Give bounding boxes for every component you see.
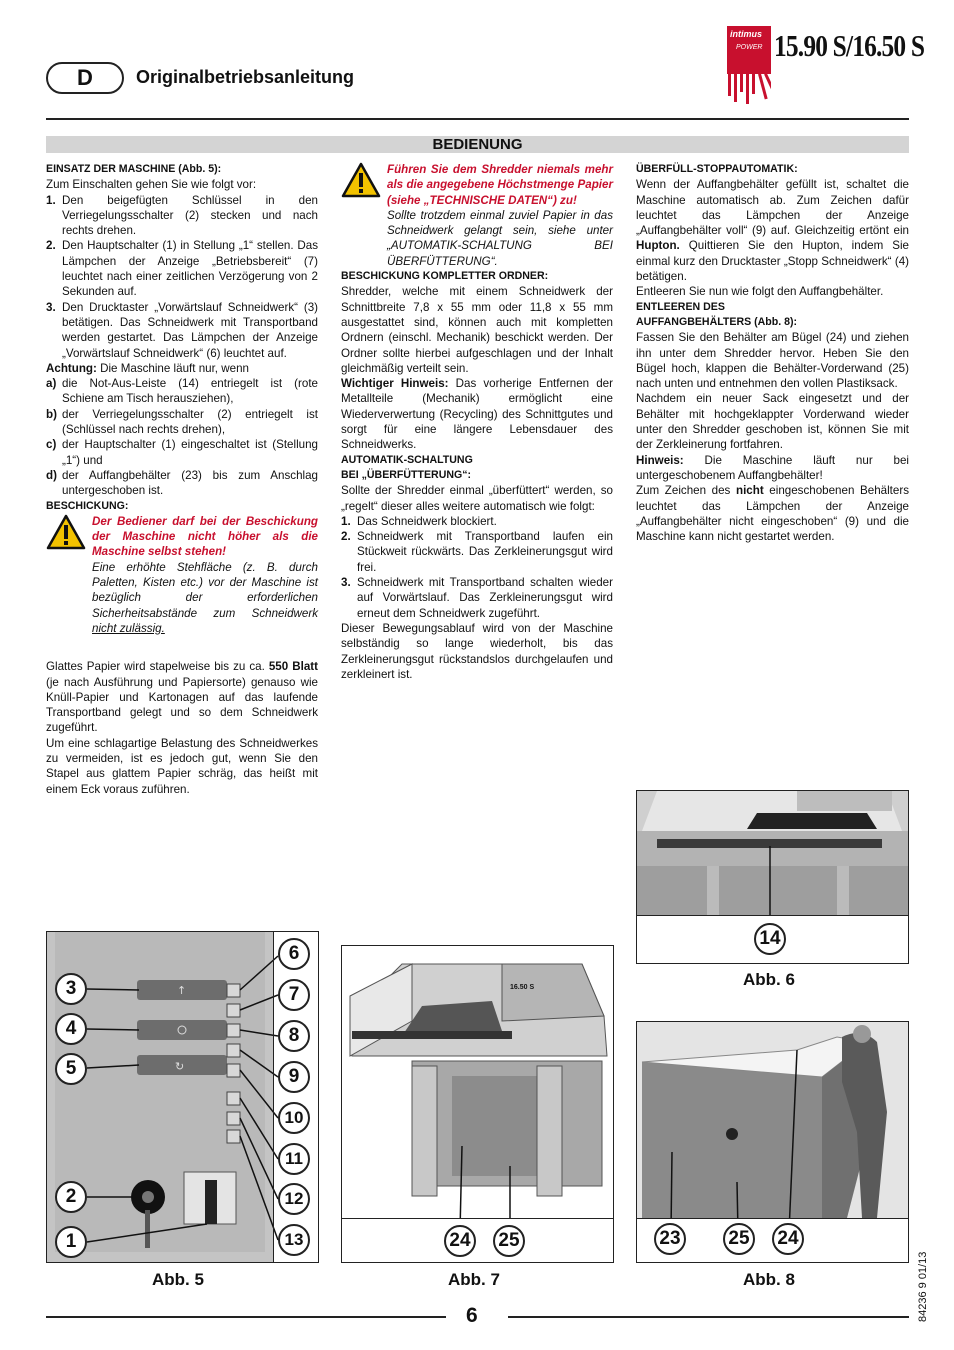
callout-14: 14: [754, 923, 786, 955]
achtung-text: Achtung: Die Maschine läuft nur, wenn: [46, 361, 249, 375]
paragraph: Shredder, welche mit einem Schneidwerk der Schnittbreite 7,8 x 55 mm oder 11,8 x 55 mm ausgestattet sind, können auch mit kompletten Ordnern (einschl. Mechanik) beschickt werden. Der Ordner sollte hierbei aufgeschlagen und der Inhalt gleichmäßig verteilt sein.: [341, 285, 613, 375]
paragraph: Sollte der Shredder einmal „überfüttert“ werden, so „regelt“ dieser alles weitere automatisch wie folgt:: [341, 484, 613, 513]
list-item: d) der Auffangbehälter (23) bis zum Anschlag untergeschoben ist.: [46, 468, 318, 498]
intro-text: Zum Einschalten gehen Sie wie folgt vor:: [46, 178, 257, 192]
shred-strips-icon: [727, 74, 771, 106]
figure-abb6: [636, 790, 909, 964]
heading-beschickung: BESCHICKUNG:: [46, 499, 129, 512]
column-3: [636, 162, 909, 544]
intimus-logo: [727, 26, 771, 106]
list-item: c) der Hauptschalter (1) eingeschaltet ist (Stellung „1“) und: [46, 438, 318, 467]
svg-text:↑: ↑: [177, 984, 187, 997]
paragraph: Nachdem ein neuer Sack eingesetzt und der Behälter mit hochgeklappter Vorderwand wieder unter den Shredder geschoben ist, können Sie mit der Zerkleinerung fortfahren.: [636, 392, 909, 452]
warning-italic-text: Eine erhöhte Stehfläche (z. B. durch Paletten, Kisten etc.) vor der Maschine ist bezüglich der erforderlichen Sicherheitsabstände zum Schneidwerk nicht zulässig.: [92, 560, 318, 635]
list-item: a) die Not-Aus-Leiste (14) entriegelt ist (rote Schiene am Tisch herausziehen),: [46, 377, 318, 406]
section-title: BEDIENUNG: [432, 136, 523, 153]
callout-12: 12: [278, 1183, 310, 1215]
bin-emptying-photo: [637, 1022, 908, 1218]
model-name: 15.90 S/16.50 S: [774, 28, 925, 63]
figure-abb8: [636, 1021, 909, 1263]
caption-abb6: Abb. 6: [743, 970, 795, 989]
list-item: 2. Den Hauptschalter (1) in Stellung „1“ stellen. Das Lämpchen der Anzeige „Betriebsbereit“ (7) leuchtet nach einer zeitlichen Verzögerung von 2 Sekunden auf.: [46, 239, 318, 299]
paragraph: Fassen Sie den Behälter am Bügel (24) und ziehen ihn unter dem Shredder hervor. Heben Sie den Bügel hoch, klappen die Behälter-Vorderwand (25) nach unten und entnehmen den vollen Plastiksack.: [636, 331, 909, 391]
callout-8: 8: [278, 1020, 310, 1052]
heading-automatik: AUTOMATIK-SCHALTUNG: [341, 453, 473, 466]
callout-25: 25: [493, 1225, 525, 1257]
callout-7: 7: [278, 979, 310, 1011]
paragraph: Entleeren Sie nun wie folgt den Auffangbehälter.: [636, 285, 884, 299]
figure-abb5: [46, 931, 319, 1263]
callout-5: 5: [55, 1053, 87, 1085]
list-item: 3. Schneidwerk mit Transportband schalten wieder auf Vorwärtslauf. Das Zerkleinerungsgut wird erneut dem Schneidwerk zugeführt.: [341, 576, 613, 620]
page-number: 6: [466, 1304, 478, 1327]
paragraph: Dieser Bewegungsablauf wird von der Maschine selbständig so lange wiederholt, bis das Zerkleinerungsgut rückstandslos durchgelaufen und zerkleinert ist.: [341, 621, 613, 681]
callout-6: 6: [278, 938, 310, 970]
callout-1: 1: [55, 1226, 87, 1258]
callout-lines: [47, 932, 318, 1262]
paragraph: Um eine schlagartige Belastung des Schneidwerkes zu vermeiden, ist es jedoch gut, wenn Sie den Stapel aus glattem Papier schräg, das heißt mit einem Eck voraus zuführen.: [46, 736, 318, 796]
callout-10: 10: [278, 1102, 310, 1134]
warning-triangle-icon: [341, 162, 381, 198]
footer-rule-right: [508, 1316, 909, 1318]
heading-entleeren-2: AUFFANGBEHÄLTERS (Abb. 8):: [636, 315, 798, 328]
list-item: 3. Den Drucktaster „Vorwärtslauf Schneidwerk“ (3) betätigen. Das Schneidwerk mit Transportband werden gestartet. Das Lämpchen der Anzeige „Vorwärtslauf Schneidwerk“ (6) leuchtet auf.: [46, 300, 318, 360]
logo-brand: intimus: [730, 29, 763, 39]
document-title: Originalbetriebsanleitung: [136, 67, 355, 87]
section-bar: [46, 136, 909, 153]
language-letter: D: [77, 65, 93, 90]
callout-24: 24: [772, 1223, 804, 1255]
machine-model-label: 16.50 S: [510, 984, 535, 991]
paragraph: Wichtiger Hinweis: Das vorherige Entfernen der Metallteile (Mechanik) ermöglicht eine Wiederverwertung (Recycling) des Schnittgutes und sorgt für eine längere Lebensdauer des Schneidwerks.: [341, 377, 613, 452]
warning-red-text: Der Bediener darf bei der Beschickung der Maschine nicht höher als die Maschine selbst stehen!: [92, 514, 318, 559]
callout-2: 2: [55, 1181, 87, 1213]
warning-triangle-icon: [46, 514, 86, 550]
callout-23: 23: [654, 1223, 686, 1255]
paragraph: Zum Zeichen des nicht eingeschobenen Behälters leuchtet das Lämpchen der Anzeige „Auffangbehälter nicht eingeschoben“ (9) und die Maschine kann nicht gestartet werden.: [636, 484, 909, 544]
list-item: 2. Schneidwerk mit Transportband laufen ein Stückweit rückwärts. Das Zerkleinerungsgut wird frei.: [341, 530, 613, 574]
warning-red-text: Führen Sie dem Shredder niemals mehr als die angegebene Höchstmenge Papier (siehe „TECHNISCHE DATEN“) zu!: [387, 163, 613, 207]
machine-table-photo: [637, 791, 908, 915]
header-rule: [46, 118, 909, 120]
heading-automatik-2: BEI „ÜBERFÜTTERUNG“:: [341, 468, 472, 481]
caption-abb8: Abb. 8: [743, 1270, 795, 1289]
column-1: [46, 162, 318, 797]
paragraph: Wenn der Auffangbehälter gefüllt ist, schaltet die Maschine automatisch ab. Zum Zeichen dafür leuchtet das Lämpchen der Anzeige „Auffangbehälter voll“ (9) auf. Gleichzeitig ertönt ein Hupton. Quittieren Sie den Hupton, indem Sie einmal kurz den Drucktaster „Stopp Schneidwerk“ (4) betätigen.: [636, 178, 909, 284]
callout-13: 13: [278, 1224, 310, 1256]
heading-ordner: BESCHICKUNG KOMPLETTER ORDNER:: [341, 270, 549, 283]
paragraph: Hinweis: Die Maschine läuft nur bei untergeschobenem Auffangbehälter!: [636, 453, 909, 482]
warning-italic-text: Sollte trotzdem einmal zuviel Papier in das Schneidwerk gelangt sein, siehe unter „AUTOMATIK-SCHALTUNG BEI ÜBERFÜTTERUNG“.: [387, 208, 613, 268]
callout-3: 3: [55, 973, 87, 1005]
callout-25: 25: [723, 1223, 755, 1255]
caption-abb5: Abb. 5: [152, 1270, 204, 1289]
logo-sub: POWER: [736, 44, 763, 51]
shredder-machine-photo: [342, 946, 613, 1218]
column-2: [341, 162, 613, 682]
warning-block: [46, 514, 318, 636]
callout-24: 24: [444, 1225, 476, 1257]
callout-4: 4: [55, 1013, 87, 1045]
paragraph: Glattes Papier wird stapelweise bis zu ca. 550 Blatt (je nach Ausführung und Papiersorte) genauso wie Knüll-Papier und Kartonagen auf das laufende Transportband gelegt und so dem Schneidwerk zugeführt.: [46, 660, 318, 735]
heading-einsatz: EINSATZ DER MASCHINE (Abb. 5):: [46, 163, 222, 175]
footer-rule-left: [46, 1316, 446, 1318]
callout-9: 9: [278, 1061, 310, 1093]
caption-abb7: Abb. 7: [448, 1270, 500, 1289]
language-badge: [46, 62, 124, 94]
list-item: 1. Das Schneidwerk blockiert.: [341, 514, 497, 528]
list-item: 1. Den beigefügten Schlüssel in den Verriegelungsschalter (2) stecken und nach rechts drehen.: [46, 193, 318, 238]
figure-abb7: [341, 945, 614, 1263]
svg-text:↻: ↻: [175, 1060, 185, 1073]
heading-ueberfuell: ÜBERFÜLL-STOPPAUTOMATIK:: [636, 163, 798, 175]
list-item: b) der Verriegelungsschalter (2) entriegelt ist (Schlüssel nach rechts drehen),: [46, 407, 318, 437]
warning-block: [341, 162, 613, 269]
heading-entleeren: ENTLEEREN DES: [636, 300, 725, 313]
document-code: 84236 9 01/13: [917, 1251, 929, 1322]
callout-11: 11: [278, 1143, 310, 1175]
